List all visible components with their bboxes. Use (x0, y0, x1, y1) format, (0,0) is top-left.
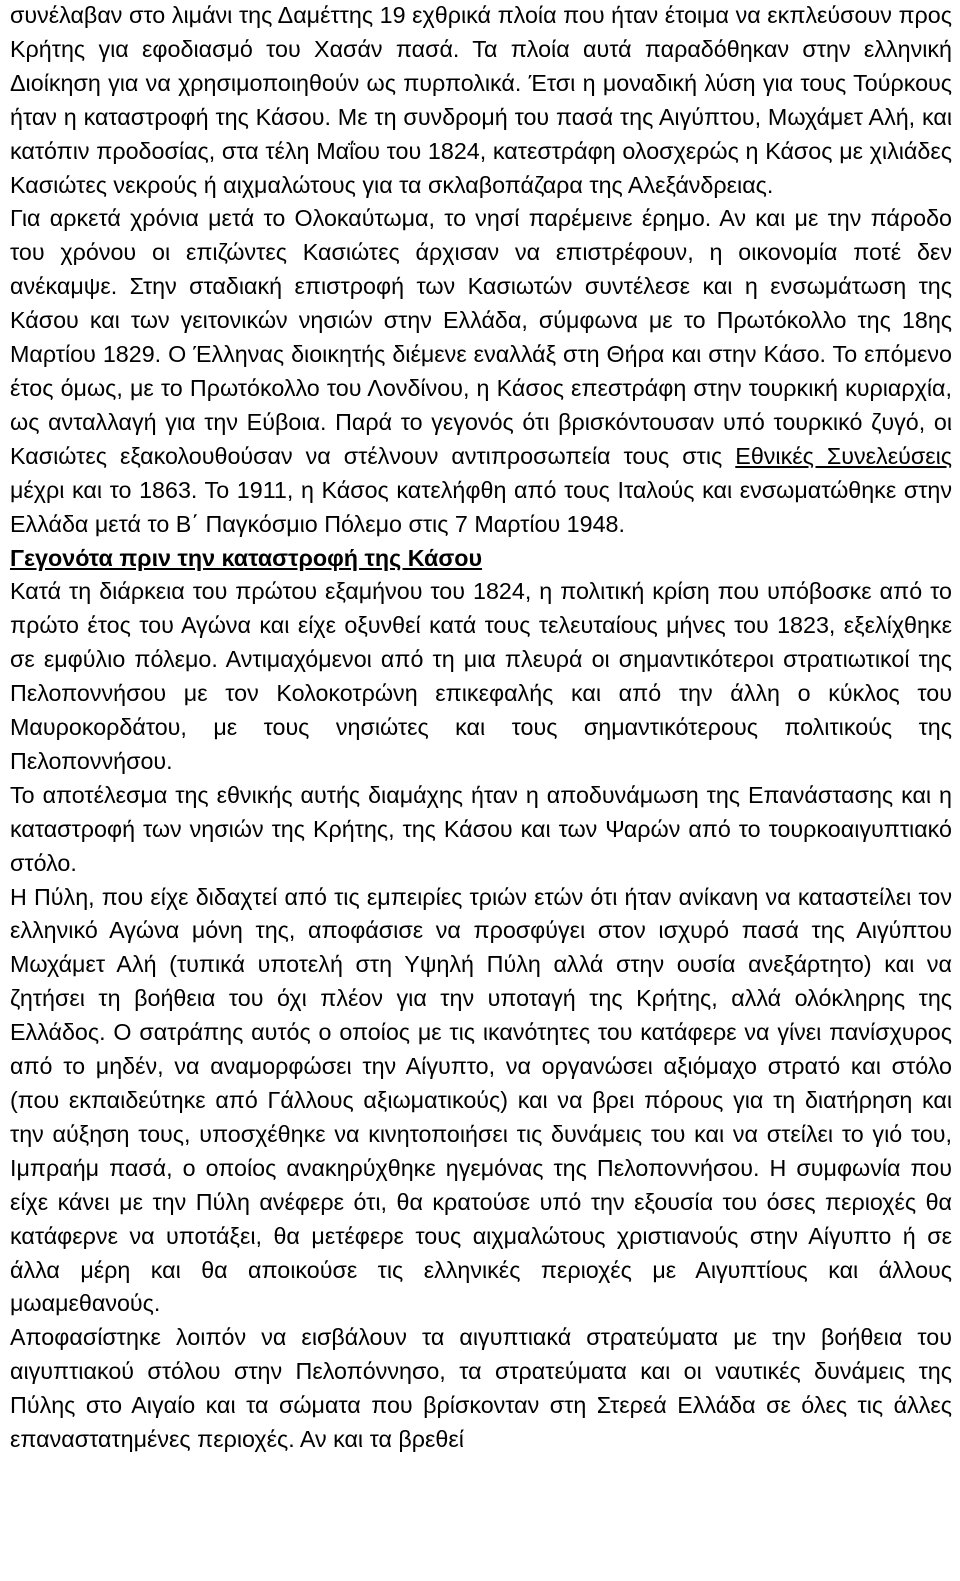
paragraph-aftermath-text-1: Για αρκετά χρόνια μετά το Ολοκαύτωμα, το νησί παρέμεινε έρημο. Αν και με την πάροδο του χρόνου οι επιζώντες Κασιώτες άρχισαν να επιστρέφουν, η οικονομία ποτέ δεν ανέκαμψε. Στην σταδιακή επιστροφή των Κασιωτών συντέλεσε και η ενσωμάτωση της Κάσου και των γειτονικών νησιών στην Ελλάδα, σύμφωνα με το Πρωτόκολλο της 18ης Μαρτίου 1829. Ο Έλληνας διοικητής διέμενε εναλλάξ στη Θήρα και στην Κάσο. Το επόμενο έτος όμως, με το Πρωτόκολλο του Λονδίνου, η Κάσος επεστράφη στην τουρκική κυριαρχία, ως ανταλλαγή για την Εύβοια. Παρά το γεγονός ότι βρισκόντουσαν υπό τουρκικό ζυγό, οι Κασιώτες εξακολουθούσαν να στέλνουν αντιπροσωπεία τους στις (10, 205, 952, 469)
national-assemblies-link[interactable]: Εθνικές Συνελεύσεις (735, 442, 952, 469)
paragraph-political-crisis: Κατά τη διάρκεια του πρώτου εξαμήνου του 1824, η πολιτική κρίση που υπόβοσκε από το πρώτο έτος του Αγώνα και είχε οξυνθεί κατά τους τελευταίους μήνες του 1823, εξελίχθηκε σε εμφύλιο πόλεμο. Αντιμαχόμενοι από τη μια πλευρά οι σημαντικότεροι στρατιωτικοί της Πελοποννήσου με τον Κολοκοτρώνη επικεφαλής και από την άλλη ο κύκλος του Μαυροκορδάτου, με τους νησιώτες και τους σημαντικότερους πολιτικούς της Πελοποννήσου. (10, 578, 952, 774)
document-page (10, 0, 952, 1457)
paragraph-aftermath-text-2: μέχρι και το 1863. Το 1911, η Κάσος κατελήφθη από τους Ιταλούς και ενσωματώθηκε στην Ελλάδα μετά το Β΄ Παγκόσμιο Πόλεμο στις 7 Μαρτίου 1948. (10, 476, 952, 537)
paragraph-kasos-destruction: συνέλαβαν στο λιμάνι της Δαμέττης 19 εχθρικά πλοία που ήταν έτοιμα να εκπλεύσουν προς Κρήτης για εφοδιασμό του Χασάν πασά. Τα πλοία αυτά παραδόθηκαν στην ελληνική Διοίκηση για να χρησιμοποιηθούν ως πυρπολικά. Έτσι η μοναδική λύση για τους Τούρκους ήταν η καταστροφή της Κάσου. Με τη συνδρομή του πασά της Αιγύπτου, Μωχάμετ Αλή, και κατόπιν προδοσίας, στα τέλη Μαΐου του 1824, κατεστράφη ολοσχερώς η Κάσος με χιλιάδες Κασιώτες νεκρούς ή αιχμαλώτους για τα σκλαβοπάζαρα της Αλεξάνδρειας. (10, 2, 952, 198)
paragraph-aftermath (10, 202, 952, 541)
paragraph-porte-egypt: Η Πύλη, που είχε διδαχτεί από τις εμπειρίες τριών ετών ότι ήταν ανίκανη να καταστείλει τον ελληνικό Αγώνα μόνη της, αποφάσισε να προσφύγει στον ισχυρό πασά της Αιγύπτου Μωχάμετ Αλή (τυπικά υποτελή στη Υψηλή Πύλη αλλά στην ουσία ανεξάρτητο) και να ζητήσει τη βοήθεια του όχι πλέον για την υποταγή της Κρήτης, αλλά ολόκληρης της Ελλάδος. Ο σατράπης αυτός ο οποίος με τις ικανότητες του κατάφερε να γίνει πανίσχυρος από το μηδέν, να αναμορφώσει την Αίγυπτο, να οργανώσει αξιόμαχο στρατό και στόλο (που εκπαιδεύτηκε από Γάλλους αξιωματικούς) και να βρει πόρους για τη διατήρηση και την αύξηση τους, υποσχέθηκε να κινητοποιήσει τις δυνάμεις του και να στείλει το γιό του, Ιμπραήμ πασά, ο οποίος ανακηρύχθηκε ηγεμόνας της Πελοποννήσου. Η συμφωνία που είχε κάνει με την Πύλη ανέφερε ότι, θα κρατούσε υπό την εξουσία του όσες περιοχές θα κατάφερνε να υποτάξει, θα μετέφερε τους αιχμαλώτους χριστιανούς στην Αίγυπτο ή σε άλλα μέρη και θα αποικούσε τις ελληνικές περιοχές με Αιγυπτίους και άλλους μωαμεθανούς. (10, 883, 952, 1317)
paragraph-invasion-plan: Αποφασίστηκε λοιπόν να εισβάλουν τα αιγυπτιακά στρατεύματα με την βοήθεια του αιγυπτιακού στόλου στην Πελοπόννησο, τα στρατεύματα και οι ναυτικές δυνάμεις της Πύλης στο Αιγαίο και τα σώματα που βρίσκονταν στη Στερεά Ελλάδα σε όλες τις άλλες επαναστατημένες περιοχές. Αν και τα βρεθεί (10, 1324, 952, 1453)
section-heading: Γεγονότα πριν την καταστροφή της Κάσου (10, 544, 483, 571)
paragraph-civil-war-result: Το αποτέλεσμα της εθνικής αυτής διαμάχης ήταν η αποδυνάμωση της Επανάστασης και η καταστροφή των νησιών της Κρήτης, της Κάσου και των Ψαρών από το τουρκοαιγυπτιακό στόλο. (10, 781, 952, 876)
